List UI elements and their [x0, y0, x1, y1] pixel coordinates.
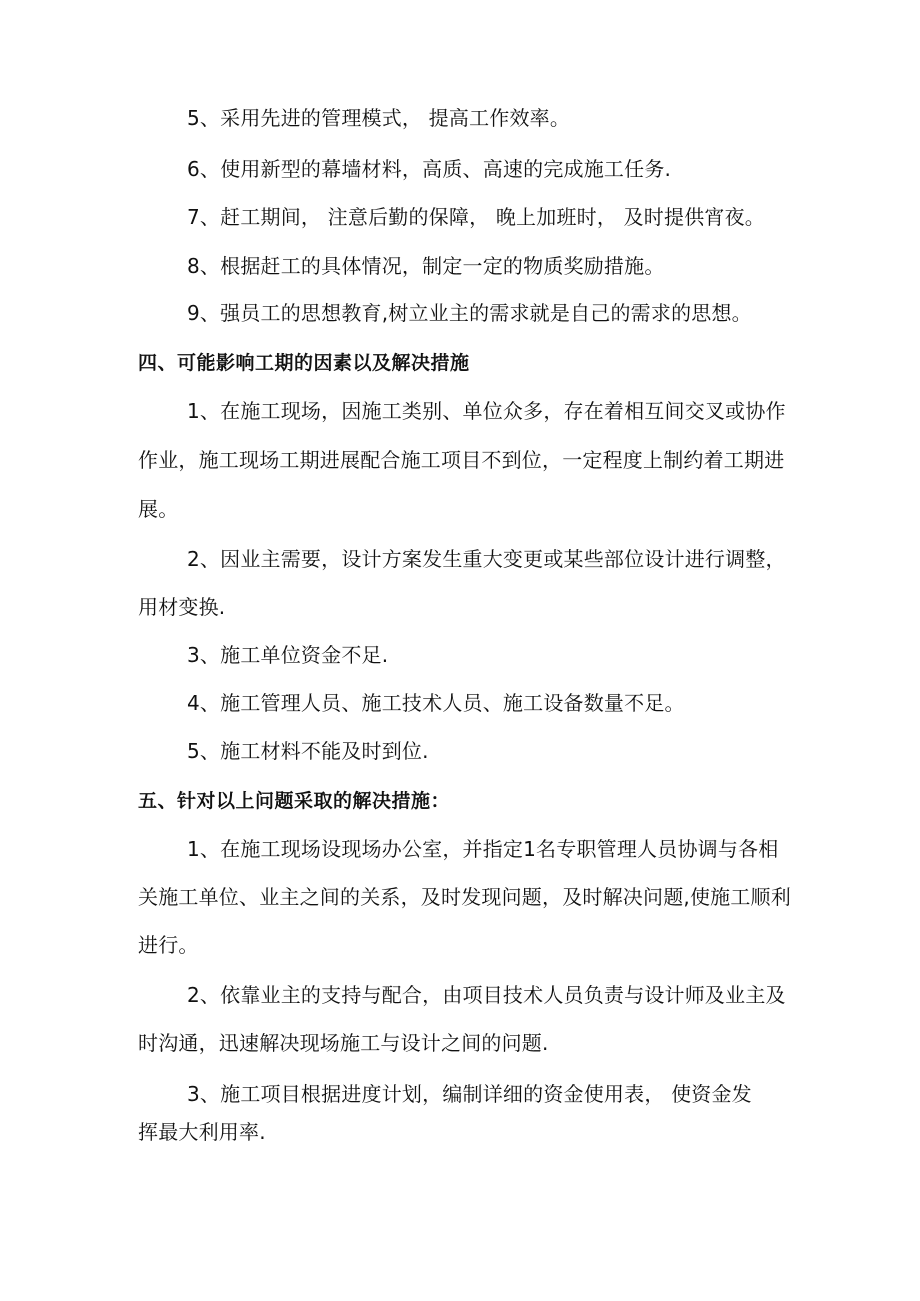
paragraph-line: 1、在施工现场设现场办公室，并指定1名专职管理人员协调与各相: [187, 837, 779, 861]
paragraph-line: 2、依靠业主的支持与配合，由项目技术人员负责与设计师及业主及: [187, 983, 786, 1007]
paragraph-line: 展。: [138, 497, 179, 521]
paragraph-line: 挥最大利用率.: [138, 1120, 266, 1144]
list-item: 7、赶工期间， 注意后勤的保障， 晚上加班时， 及时提供宵夜。: [187, 205, 765, 229]
list-item: 5、施工材料不能及时到位.: [187, 739, 429, 763]
list-item: 9、强员工的思想教育,树立业主的需求就是自己的需求的思想。: [187, 301, 752, 325]
paragraph-line: 2、因业主需要，设计方案发生重大变更或某些部位设计进行调整，: [187, 547, 786, 571]
paragraph-line: 1、在施工现场，因施工类别、单位众多，存在着相互间交叉或协作: [187, 399, 786, 423]
list-item: 3、施工单位资金不足.: [187, 643, 389, 667]
paragraph-line: 作业，施工现场工期进展配合施工项目不到位，一定程度上制约着工期进: [138, 448, 785, 472]
paragraph-line: 关施工单位、业主之间的关系，及时发现问题，及时解决问题,使施工顺利: [138, 885, 791, 909]
list-item: 5、采用先进的管理模式， 提高工作效率。: [187, 106, 571, 130]
list-item: 6、使用新型的幕墙材料，高质、高速的完成施工任务.: [187, 157, 672, 181]
section-heading: 五、针对以上问题采取的解决措施：: [138, 790, 451, 812]
paragraph-line: 3、施工项目根据进度计划，编制详细的资金使用表， 使资金发: [187, 1082, 752, 1106]
list-item: 8、根据赶工的具体情况，制定一定的物质奖励措施。: [187, 254, 665, 278]
paragraph-line: 用材变换.: [138, 595, 226, 619]
paragraph-line: 进行。: [138, 933, 199, 957]
paragraph-line: 时沟通，迅速解决现场施工与设计之间的问题.: [138, 1031, 549, 1055]
section-heading: 四、可能影响工期的因素以及解决措施: [138, 352, 470, 374]
list-item: 4、施工管理人员、施工技术人员、施工设备数量不足。: [187, 691, 685, 715]
